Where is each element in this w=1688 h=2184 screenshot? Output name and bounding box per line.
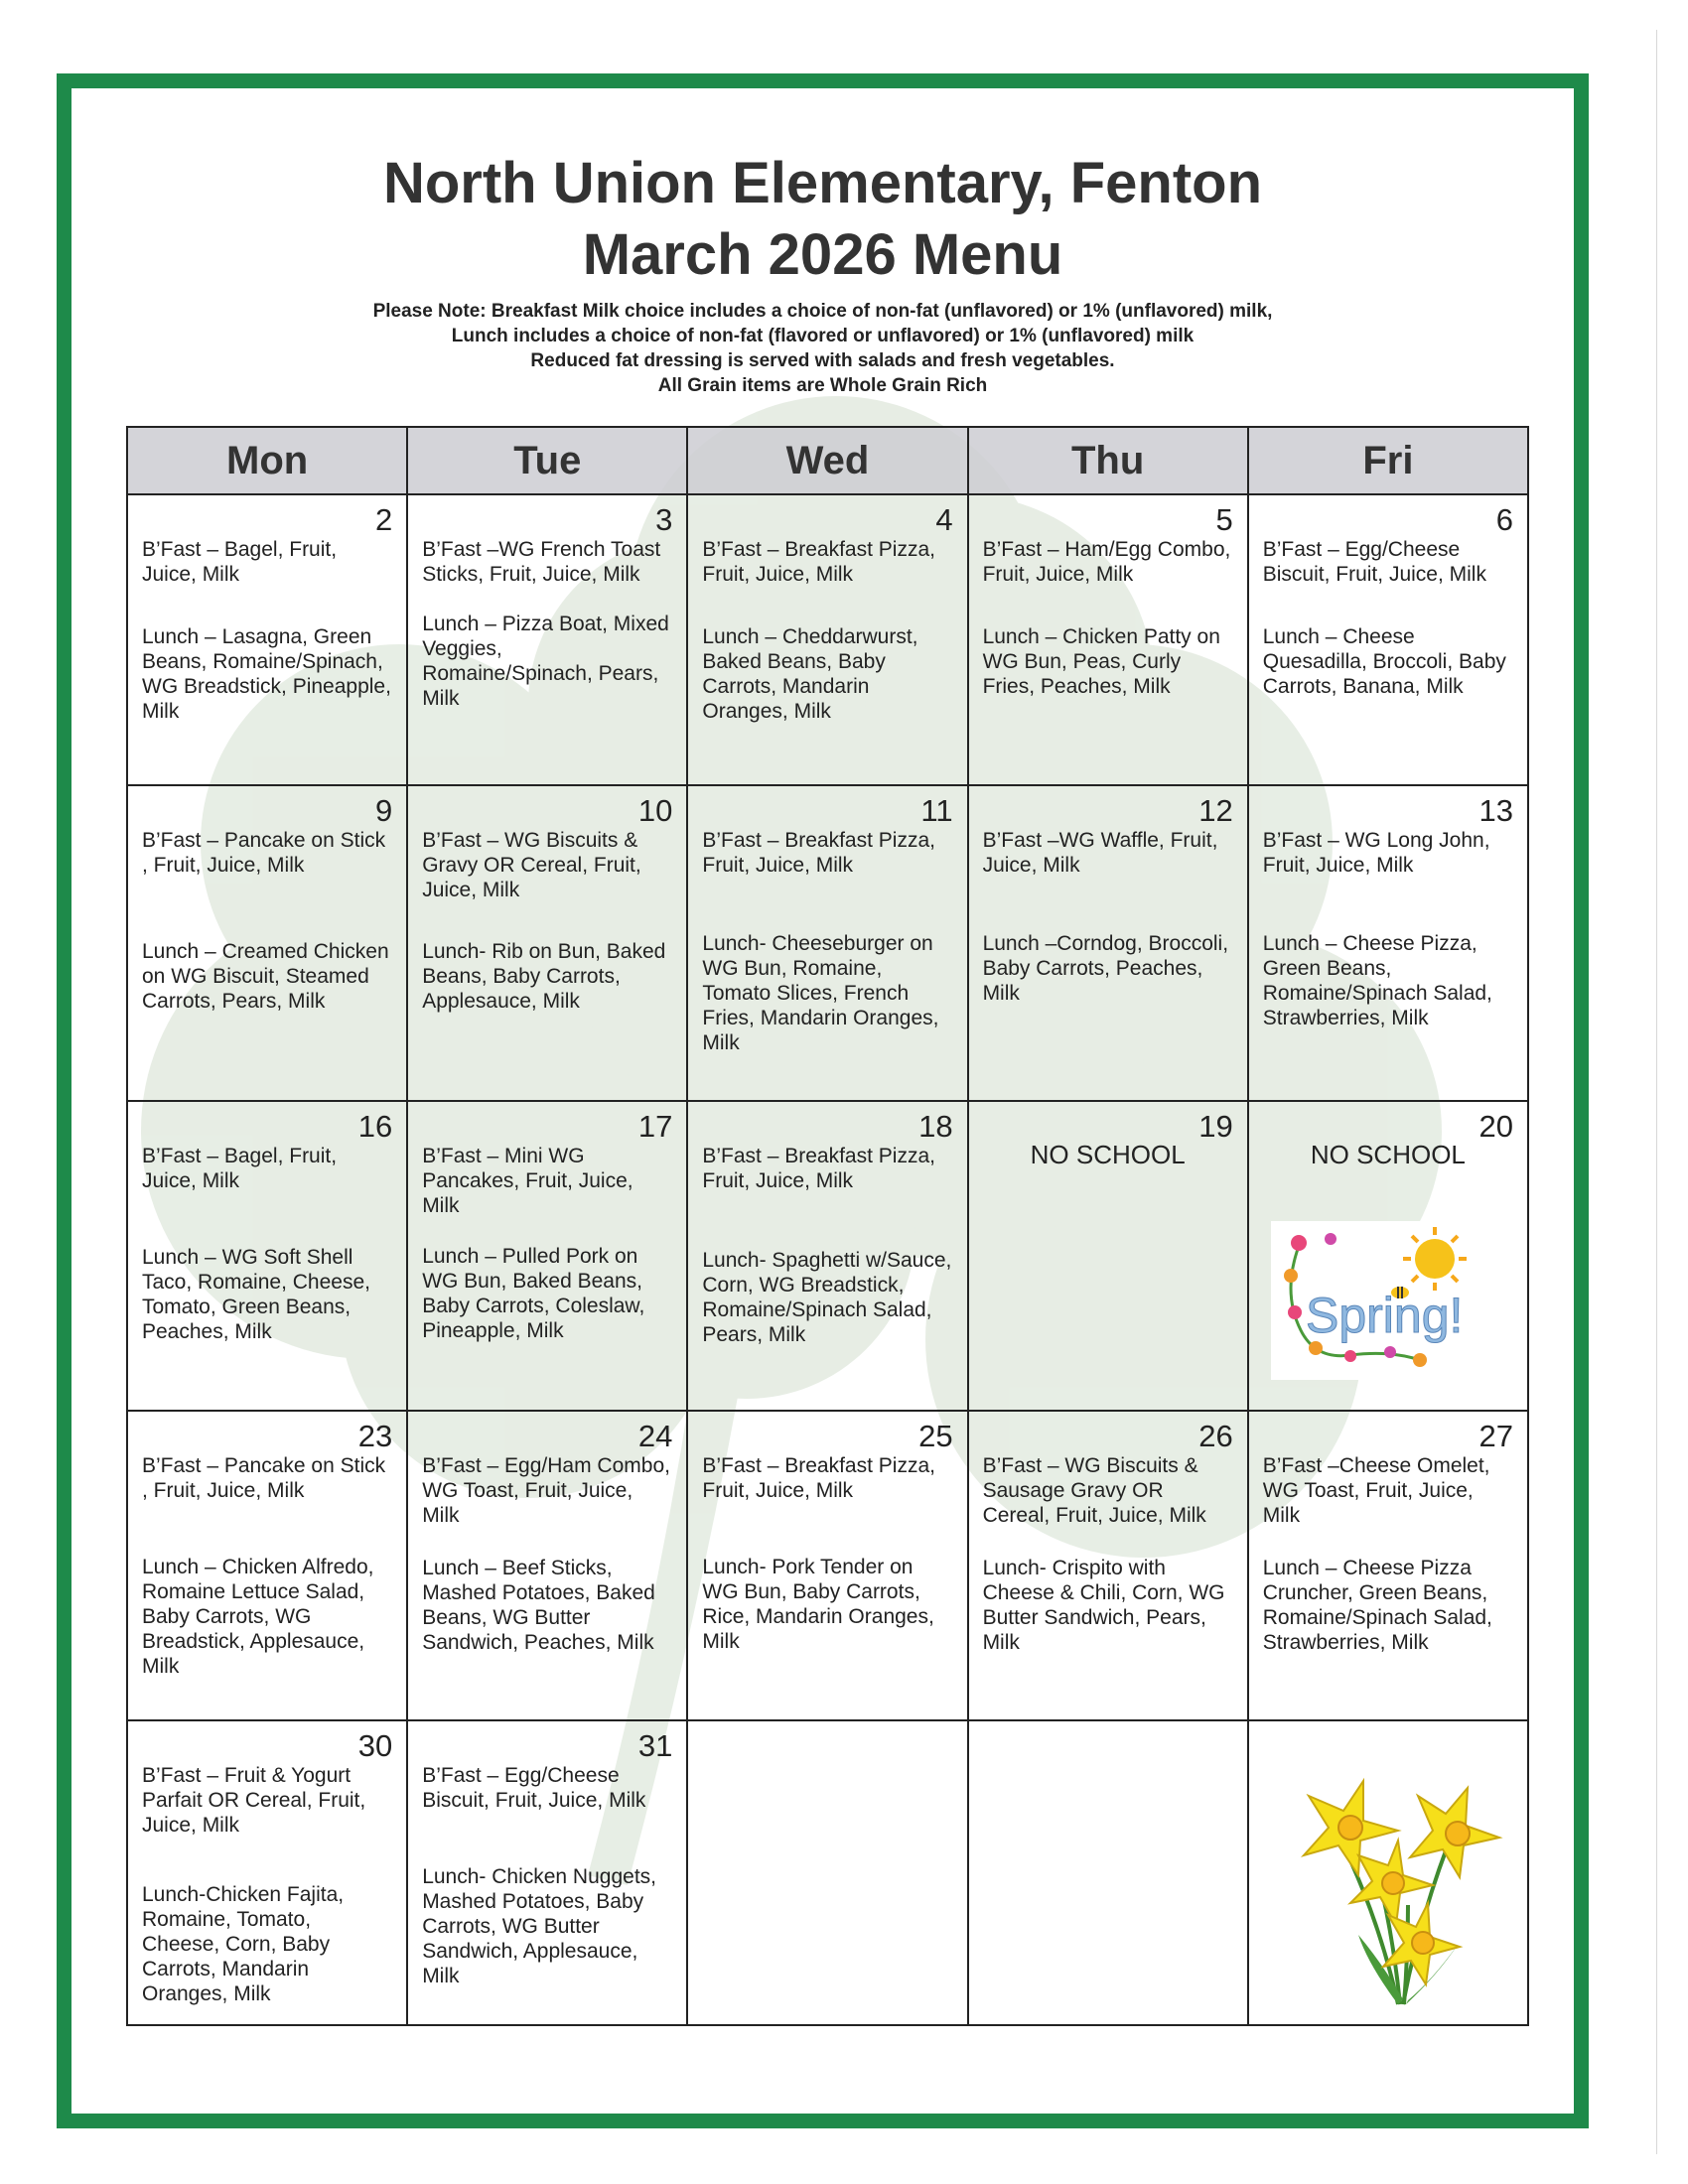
lunch-item: Lunch – Pizza Boat, Mixed Veggies, Romaine/Spinach, Pears, Milk <box>422 613 669 710</box>
day-cell <box>687 785 967 1101</box>
day-number: 18 <box>918 1109 953 1144</box>
lunch-item: Lunch- Crispito with Cheese & Chili, Corn, WG Butter Sandwich, Pears, Milk <box>982 1557 1225 1654</box>
lunch-item: Lunch – WG Soft Shell Taco, Romaine, Cheese, Tomato, Green Beans, Peaches, Milk <box>142 1246 370 1343</box>
day-cell-decoration <box>1248 1720 1528 2025</box>
day-cell <box>687 494 967 785</box>
day-number: 27 <box>1478 1419 1513 1453</box>
note-whole-grain: All Grain items are Whole Grain Rich <box>657 375 988 396</box>
weekday-header-wed: Wed <box>687 427 967 494</box>
lunch-item: Lunch – Cheese Pizza Cruncher, Green Beans, Romaine/Spinach Salad, Strawberries, Milk <box>1262 1557 1492 1654</box>
day-cell <box>1248 785 1528 1101</box>
weekday-header-thu: Thu <box>968 427 1248 494</box>
lunch-item: Lunch – Lasagna, Green Beans, Romaine/Spinach, WG Breadstick, Pineapple, Milk <box>142 625 391 723</box>
breakfast-item: B’Fast – Egg/Cheese Biscuit, Fruit, Juice, Milk <box>422 1764 646 1812</box>
day-cell <box>127 1720 407 2025</box>
lunch-item: Lunch- Cheeseburger on WG Bun, Romaine, Tomato Slices, French Fries, Mandarin Oranges, Milk <box>702 932 939 1054</box>
menu-calendar <box>126 426 1529 2026</box>
lunch-item: Lunch – Chicken Alfredo, Romaine Lettuce Salad, Baby Carrots, WG Breadstick, Applesauce, Milk <box>142 1556 374 1678</box>
menu-notes <box>71 299 1574 398</box>
breakfast-item: B’Fast – Mini WG Pancakes, Fruit, Juice, Milk <box>422 1145 633 1217</box>
day-number: 24 <box>637 1419 673 1453</box>
day-number: 11 <box>920 793 953 828</box>
spring-clipart <box>1271 1221 1470 1380</box>
weekday-header-fri: Fri <box>1248 427 1528 494</box>
breakfast-item: B’Fast – Pancake on Stick , Fruit, Juice, Milk <box>142 829 386 877</box>
week-row <box>127 785 1528 1101</box>
daffodil-icon <box>1269 1766 1507 2014</box>
day-number: 10 <box>637 793 673 828</box>
day-cell-empty <box>687 1720 967 2025</box>
day-number: 30 <box>357 1728 393 1763</box>
day-cell <box>127 1411 407 1720</box>
weekday-header-row <box>127 427 1528 494</box>
lunch-item: Lunch – Cheese Pizza, Green Beans, Romaine/Spinach Salad, Strawberries, Milk <box>1262 932 1492 1029</box>
page-header <box>71 148 1574 398</box>
note-lunch-milk: Lunch includes a choice of non-fat (flavored or unflavored) or 1% (unflavored) milk <box>451 326 1195 346</box>
day-cell <box>968 494 1248 785</box>
day-cell <box>687 1411 967 1720</box>
day-cell <box>407 1411 687 1720</box>
breakfast-item: B’Fast – Breakfast Pizza, Fruit, Juice, Milk <box>702 1145 935 1192</box>
breakfast-item: B’Fast – WG Biscuits & Gravy OR Cereal, Fruit, Juice, Milk <box>422 829 641 901</box>
lunch-item: Lunch- Spaghetti w/Sauce, Corn, WG Breadstick, Romaine/Spinach Salad, Pears, Milk <box>702 1249 952 1346</box>
week-row <box>127 1720 1528 2025</box>
spring-text: Spring! <box>1305 1288 1464 1343</box>
day-number: 5 <box>1215 502 1233 537</box>
scan-edge-line <box>1656 30 1657 2154</box>
day-cell <box>1248 1411 1528 1720</box>
day-number: 2 <box>374 502 393 537</box>
breakfast-item: B’Fast – Pancake on Stick , Fruit, Juice, Milk <box>142 1454 386 1502</box>
page-frame <box>57 73 1589 2128</box>
menu-title: March 2026 Menu <box>582 222 1063 287</box>
day-cell <box>407 1101 687 1411</box>
lunch-item: Lunch – Cheddarwurst, Baked Beans, Baby Carrots, Mandarin Oranges, Milk <box>702 625 918 723</box>
breakfast-item: B’Fast – Breakfast Pizza, Fruit, Juice, Milk <box>702 1454 935 1502</box>
breakfast-item: B’Fast – Breakfast Pizza, Fruit, Juice, Milk <box>702 538 935 586</box>
day-cell <box>687 1101 967 1411</box>
day-number: 25 <box>918 1419 953 1453</box>
weekday-header-tue: Tue <box>407 427 687 494</box>
breakfast-item: B’Fast –WG French Toast Sticks, Fruit, Juice, Milk <box>422 538 661 586</box>
day-cell <box>127 785 407 1101</box>
note-breakfast-milk: Please Note: Breakfast Milk choice includes a choice of non-fat (unflavored) or 1% (unflavored) milk, <box>372 301 1273 322</box>
day-number: 9 <box>374 793 393 828</box>
day-number: 23 <box>357 1419 393 1453</box>
lunch-item: Lunch- Rib on Bun, Baked Beans, Baby Carrots, Applesauce, Milk <box>422 940 666 1013</box>
day-number: 6 <box>1495 502 1513 537</box>
day-number: 12 <box>1198 793 1233 828</box>
breakfast-item: B’Fast –Cheese Omelet, WG Toast, Fruit, Juice, Milk <box>1262 1454 1490 1527</box>
lunch-item: Lunch- Pork Tender on WG Bun, Baby Carrots, Rice, Mandarin Oranges, Milk <box>702 1556 934 1653</box>
day-number: 13 <box>1478 793 1513 828</box>
day-cell <box>407 494 687 785</box>
day-cell <box>127 1101 407 1411</box>
day-number: 26 <box>1198 1419 1233 1453</box>
week-row <box>127 494 1528 785</box>
day-number: 17 <box>637 1109 673 1144</box>
day-number: 19 <box>1198 1109 1233 1144</box>
school-title: North Union Elementary, Fenton <box>382 151 1263 215</box>
day-number: 20 <box>1478 1109 1513 1144</box>
breakfast-item: B’Fast – Bagel, Fruit, Juice, Milk <box>142 538 338 586</box>
breakfast-item: B’Fast – Fruit & Yogurt Parfait OR Cereal, Fruit, Juice, Milk <box>142 1764 366 1837</box>
breakfast-item: B’Fast – Breakfast Pizza, Fruit, Juice, Milk <box>702 829 935 877</box>
day-cell <box>1248 1101 1528 1411</box>
no-school-label: NO SCHOOL <box>1310 1140 1466 1169</box>
day-cell <box>407 1720 687 2025</box>
no-school-label: NO SCHOOL <box>1030 1140 1186 1169</box>
lunch-item: Lunch –Corndog, Broccoli, Baby Carrots, Peaches, Milk <box>982 932 1229 1005</box>
breakfast-item: B’Fast – WG Long John, Fruit, Juice, Milk <box>1262 829 1490 877</box>
day-cell-empty <box>968 1720 1248 2025</box>
weekday-header-mon: Mon <box>127 427 407 494</box>
week-row <box>127 1411 1528 1720</box>
lunch-item: Lunch – Beef Sticks, Mashed Potatoes, Baked Beans, WG Butter Sandwich, Peaches, Milk <box>422 1557 655 1654</box>
breakfast-item: B’Fast – WG Biscuits & Sausage Gravy OR Cereal, Fruit, Juice, Milk <box>982 1454 1206 1527</box>
note-dressing: Reduced fat dressing is served with salads and fresh vegetables. <box>530 350 1115 371</box>
breakfast-item: B’Fast – Bagel, Fruit, Juice, Milk <box>142 1145 338 1192</box>
breakfast-item: B’Fast –WG Waffle, Fruit, Juice, Milk <box>982 829 1218 877</box>
breakfast-item: B’Fast – Egg/Cheese Biscuit, Fruit, Juice, Milk <box>1262 538 1486 586</box>
lunch-item: Lunch-Chicken Fajita, Romaine, Tomato, Cheese, Corn, Baby Carrots, Mandarin Oranges, Milk <box>142 1883 345 2005</box>
breakfast-item: B’Fast – Ham/Egg Combo, Fruit, Juice, Milk <box>982 538 1231 586</box>
lunch-item: Lunch – Creamed Chicken on WG Biscuit, Steamed Carrots, Pears, Milk <box>142 940 389 1013</box>
lunch-item: Lunch – Cheese Quesadilla, Broccoli, Baby Carrots, Banana, Milk <box>1262 625 1506 698</box>
day-number: 4 <box>935 502 953 537</box>
day-cell <box>407 785 687 1101</box>
day-cell <box>968 1411 1248 1720</box>
day-number: 3 <box>655 502 673 537</box>
week-row <box>127 1101 1528 1411</box>
day-number: 31 <box>637 1728 673 1763</box>
lunch-item: Lunch – Chicken Patty on WG Bun, Peas, Curly Fries, Peaches, Milk <box>982 625 1220 698</box>
breakfast-item: B’Fast – Egg/Ham Combo, WG Toast, Fruit, Juice, Milk <box>422 1454 670 1527</box>
day-cell <box>127 494 407 785</box>
lunch-item: Lunch – Pulled Pork on WG Bun, Baked Beans, Baby Carrots, Coleslaw, Pineapple, Milk <box>422 1245 645 1342</box>
lunch-item: Lunch- Chicken Nuggets, Mashed Potatoes, Baby Carrots, WG Butter Sandwich, Applesauce, Milk <box>422 1865 656 1987</box>
day-cell <box>1248 494 1528 785</box>
day-cell <box>968 1101 1248 1411</box>
day-number: 16 <box>357 1109 393 1144</box>
day-cell <box>968 785 1248 1101</box>
